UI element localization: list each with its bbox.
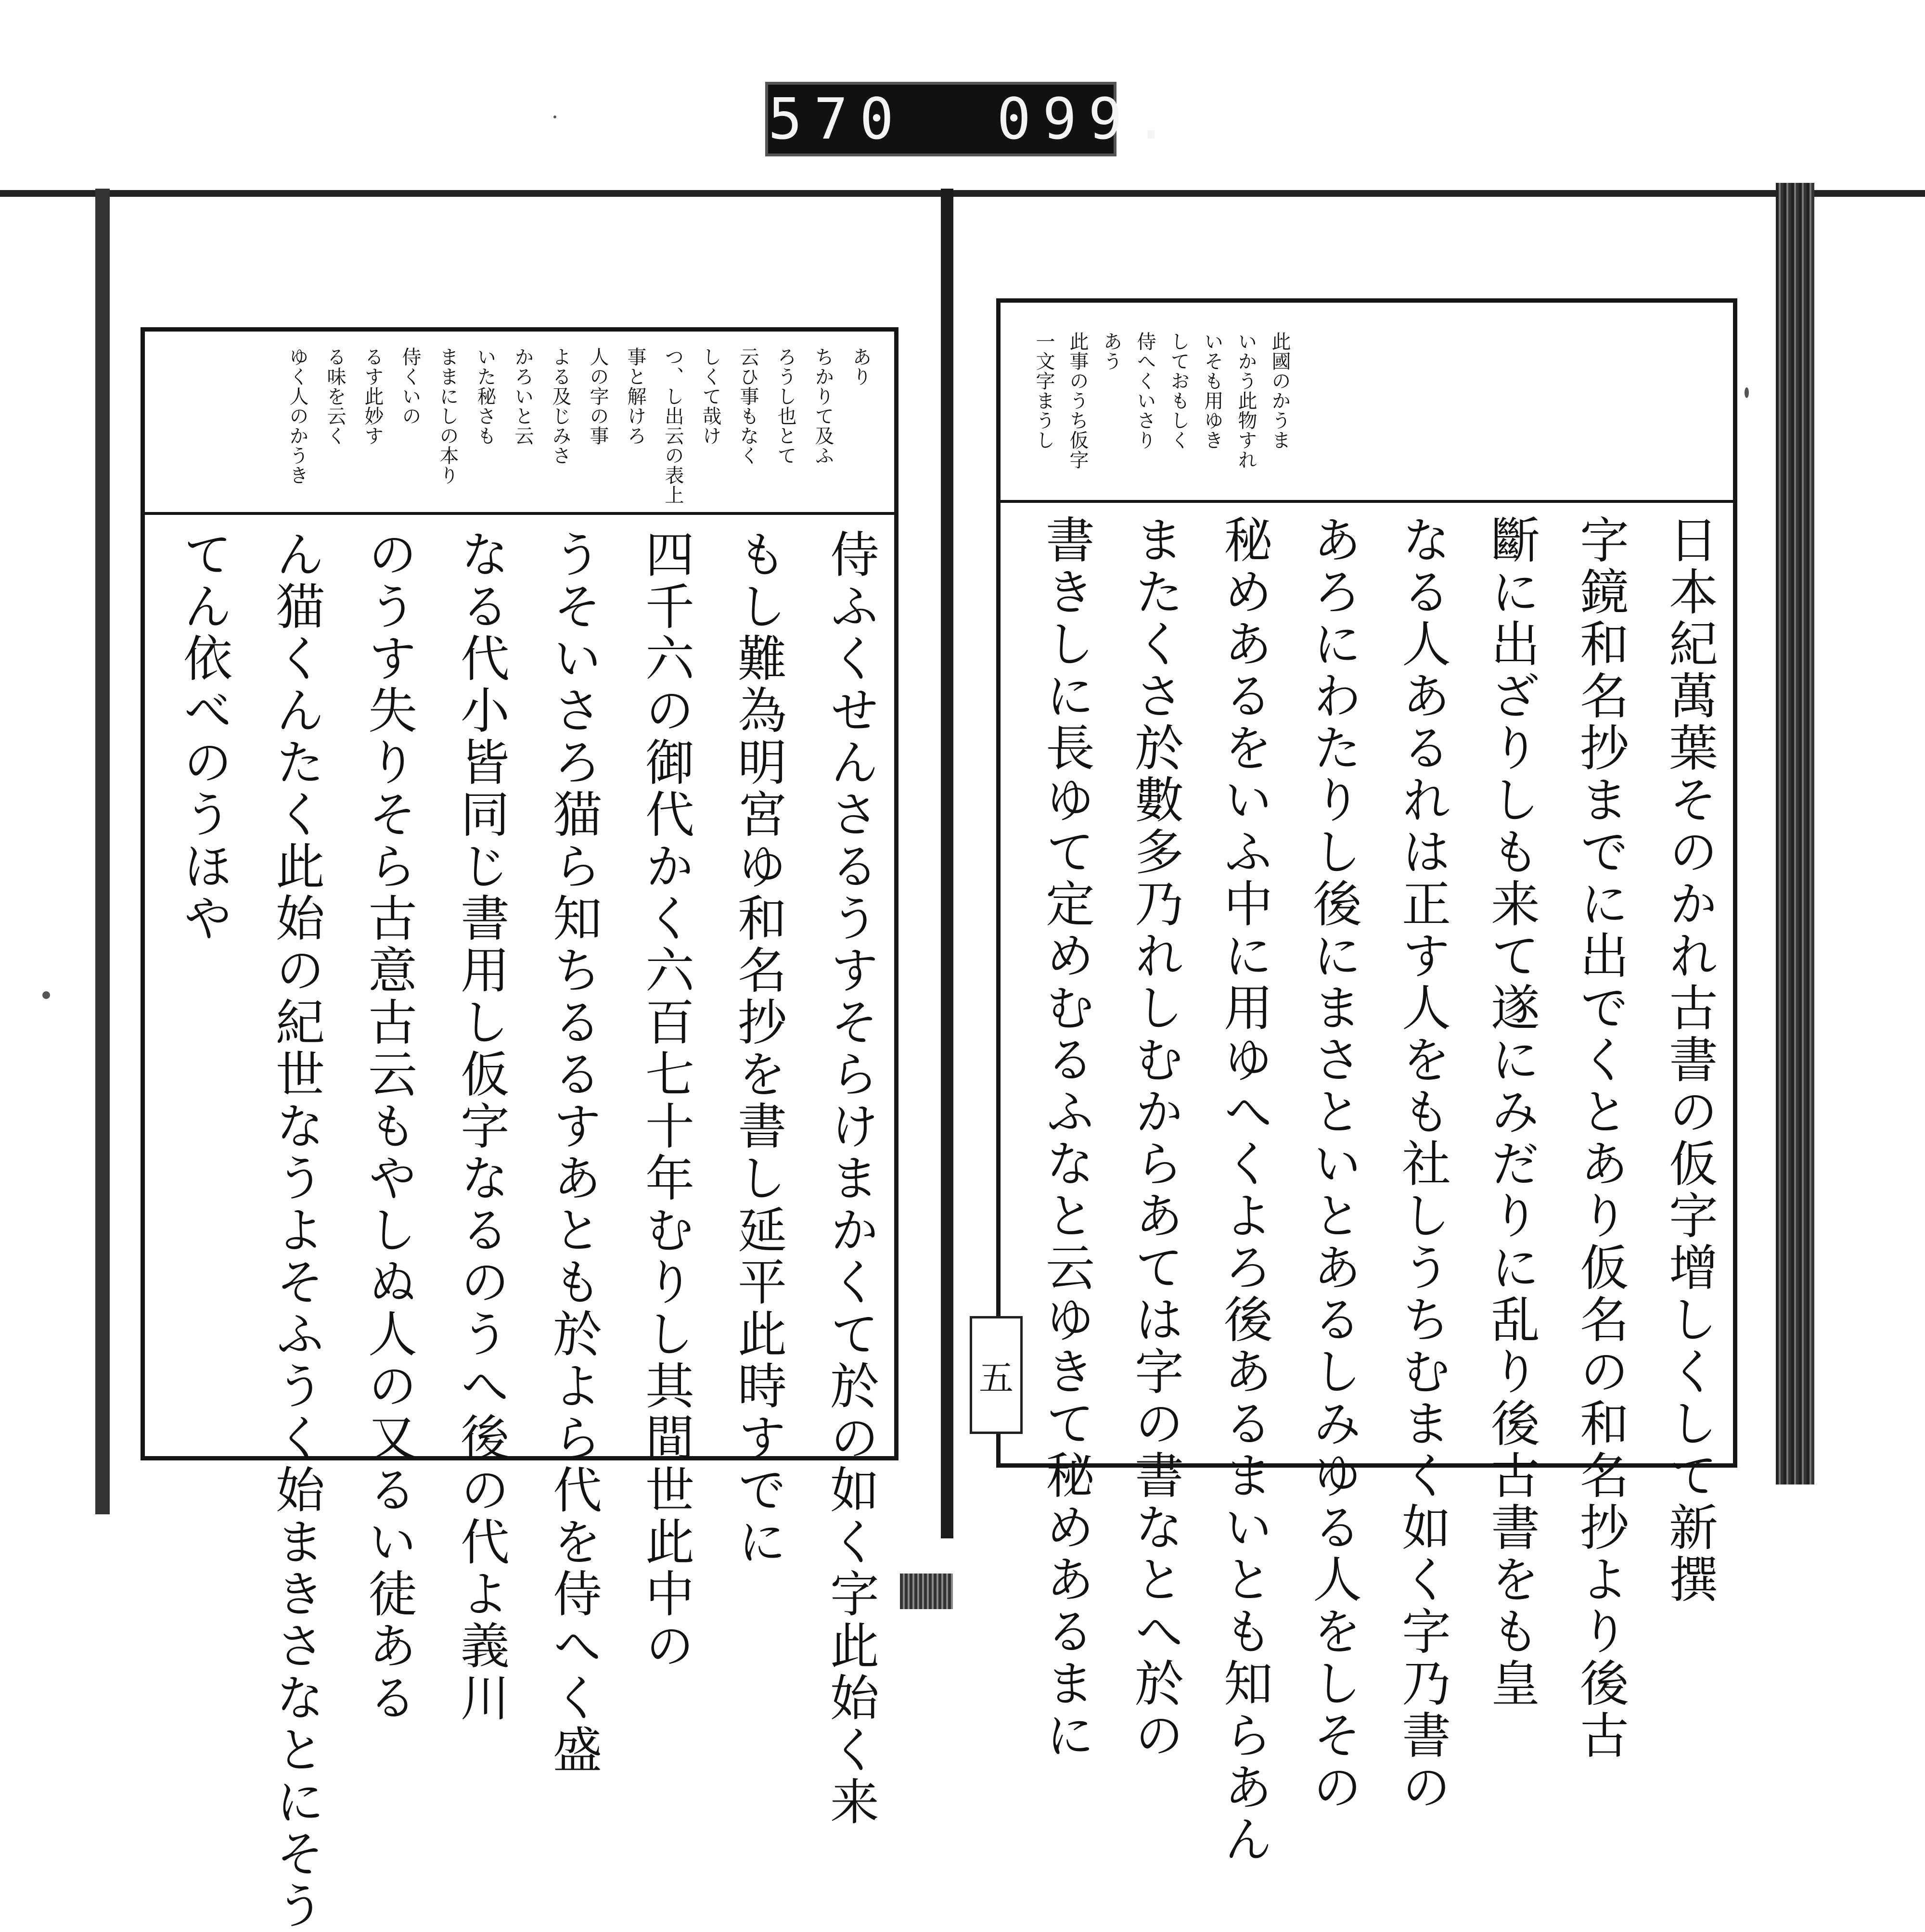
right-note-line: いそも用ゆき (1201, 332, 1223, 450)
right-note-line: 一文字まうし (1033, 332, 1055, 450)
ink-speck (1745, 387, 1749, 398)
left-text-column: 侍ふくせんさるうすそらけまかくて於の如く字此始く来 (822, 529, 879, 1828)
left-note-line: ままにしの本り (436, 347, 459, 485)
ink-speck (553, 115, 556, 118)
left-note-line: ろうし也とて (774, 347, 796, 465)
left-note-line: あり (849, 347, 872, 386)
right-text-column: あろにわたりし後にまさといとあるしみゆる人をしその (1305, 514, 1362, 1814)
left-text-column: ん猫くんたく此始の紀世なうよそふうく始まきさなとにそう (268, 529, 325, 1932)
left-text-column: 四千六の御代かく六百七十年むりし其間世此中の (637, 529, 694, 1672)
archive-number-label: 570 099. (765, 82, 1116, 156)
right-text-column: 字鏡和名抄までに出でくとあり仮名の和名抄より後古 (1572, 514, 1629, 1762)
book-right-edge (1776, 183, 1814, 1484)
left-note-line: 事と解けろ (624, 347, 646, 446)
ink-speck (42, 991, 50, 999)
right-note-line: 此國のかうま (1269, 332, 1291, 450)
right-note-line: 侍へくいさり (1134, 332, 1156, 450)
left-text-column: てん依べのうほや (175, 529, 232, 945)
left-page (141, 327, 898, 1932)
left-text-column: なる代小皆同じ書用し仮字なるのうへ後の代よ義川 (452, 529, 510, 1724)
left-note-line: るす此妙す (361, 347, 384, 446)
book-spine (941, 189, 953, 1538)
right-note-line: 此事のうち仮字 (1066, 332, 1089, 470)
left-text-column: のうす失りそら古意古云もやしぬ人の又るい徒ある (360, 529, 417, 1724)
left-note-line: つ、し出云の表上 (662, 347, 684, 505)
right-text-column: なる人あるれは正す人をも社しうちむまく如く字乃書の (1394, 514, 1451, 1814)
book-left-edge (95, 189, 110, 1514)
shelf-line (0, 190, 1925, 197)
right-note-line: あう (1100, 332, 1122, 371)
right-text-column: 秘めあるをいふ中に用ゆへくよろ後あるまいとも知らあん (1216, 514, 1273, 1866)
left-note-line: 云ひ事もなく (737, 347, 759, 465)
right-header-notes (1001, 303, 1733, 503)
right-page (996, 298, 1737, 1866)
left-text-column: もし難為明宮ゆ和名抄を書し延平此時すでに (730, 529, 787, 1568)
left-header-notes (145, 332, 894, 515)
right-text-column: 斷に出ざりしも来て遂にみだりに乱り後古書をも皇 (1483, 514, 1540, 1710)
left-note-line: いた秘さも (474, 347, 496, 446)
left-note-line: かろいと云 (512, 347, 534, 446)
right-text-column: またくさ於數多乃れしむからあては字の書なとへ於の (1127, 514, 1184, 1762)
right-text-column: 日本紀萬葉そのかれ古書の仮字增しくして新撰 (1661, 514, 1718, 1606)
right-note-line: しておもしく (1168, 332, 1190, 450)
bottom-binding-mark (900, 1574, 953, 1609)
left-note-line: ゆく人のかうき (286, 347, 308, 485)
right-note-line: いかう此物すれ (1235, 332, 1257, 470)
left-note-line: 人の字の事 (587, 347, 609, 446)
left-note-line: 侍くいの (399, 347, 421, 426)
left-note-line: ちかりて及ふ (812, 347, 834, 465)
left-note-line: よる及じみさ (549, 347, 571, 465)
left-text-column: うそいさろ猫ら知ちるるすあとも於よら代を侍へく盛 (545, 529, 602, 1776)
left-note-line: る味を云く (324, 347, 346, 446)
page-number-box: 五 (970, 1316, 1023, 1434)
left-note-line: しくて哉け (699, 347, 721, 446)
right-text-column: 書きしに長ゆて定めむるふなと云ゆきて秘めあるまに (1038, 514, 1095, 1762)
